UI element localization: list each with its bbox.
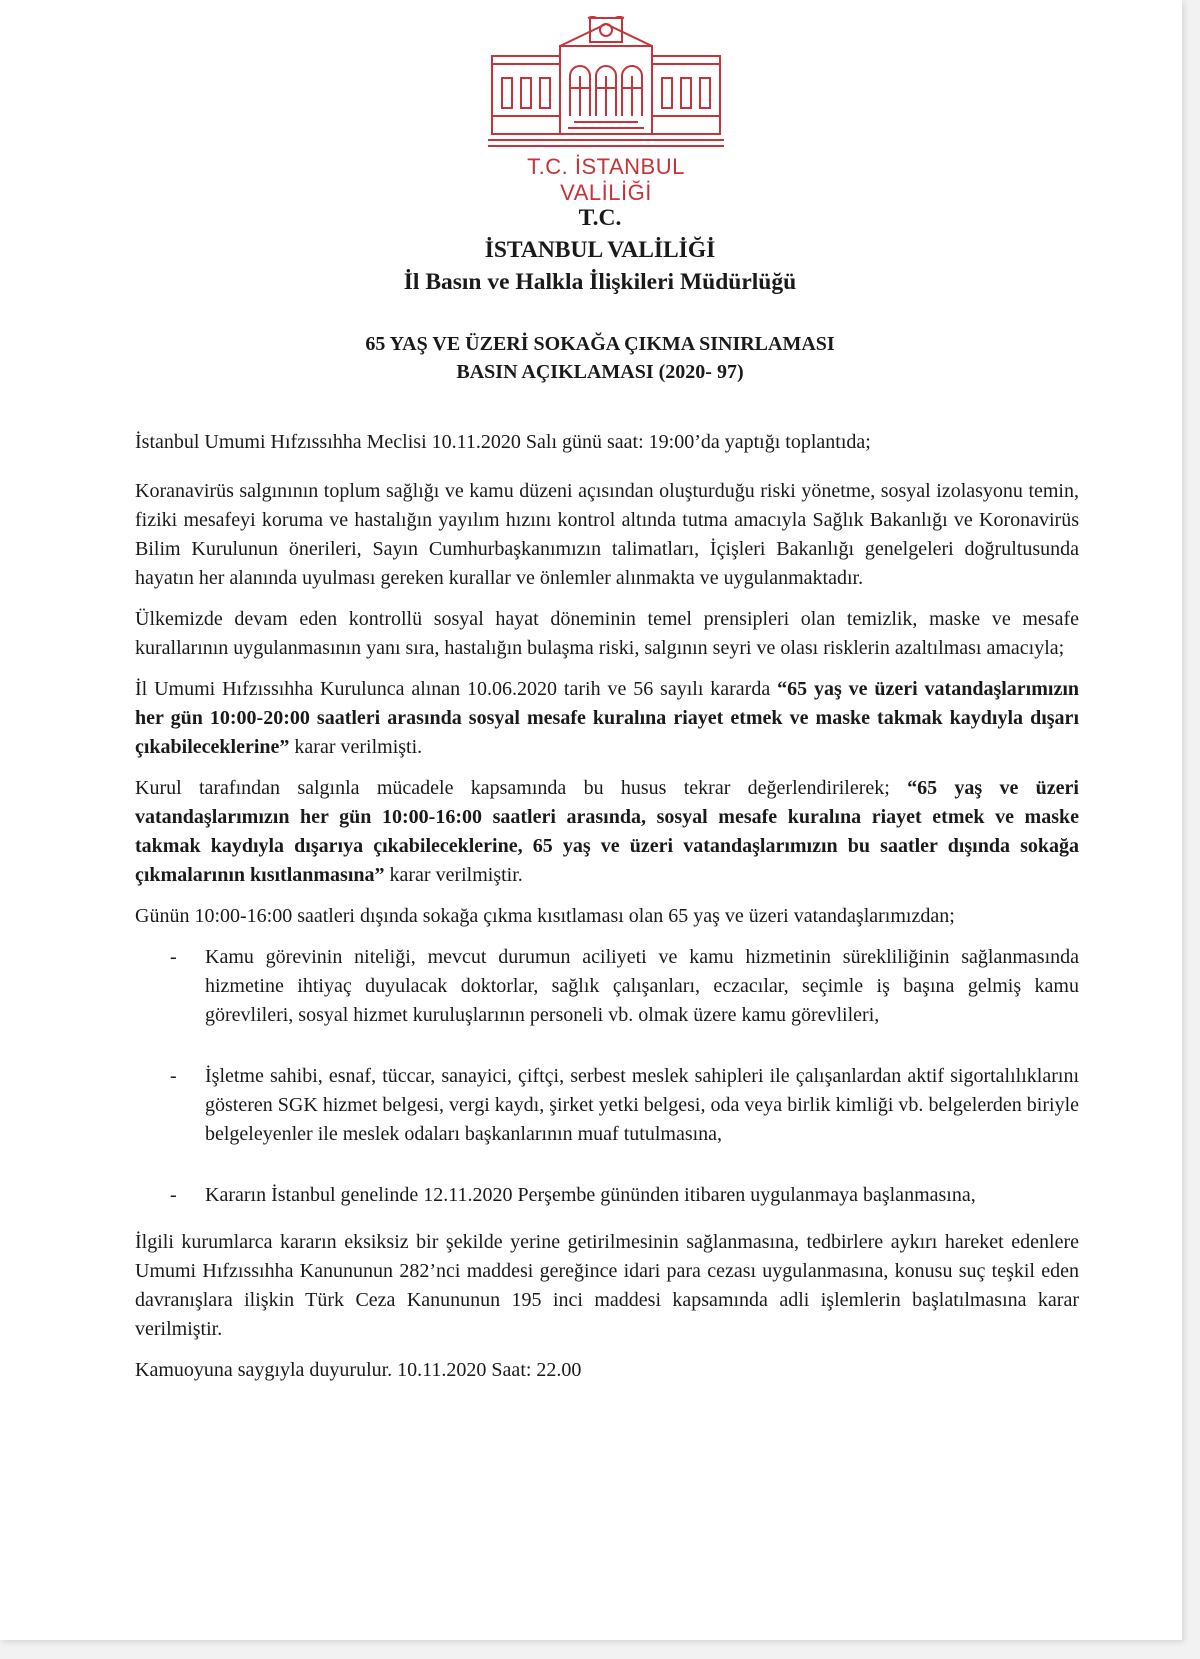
paragraph-3-start: İl Umumi Hıfzıssıhha Kurulunca alınan 10.06.2020 tarih ve 56 sayılı kararda	[135, 678, 778, 700]
exemption-list	[135, 943, 1079, 1210]
list-item-text: Kararın İstanbul genelinde 12.11.2020 Perşembe gününden itibaren uygulanmaya başlanmasına,	[205, 1184, 976, 1206]
document-title	[0, 330, 1200, 386]
list-item	[135, 1181, 1079, 1210]
logo-text: T.C. İSTANBUL VALİLİĞİ	[527, 154, 685, 205]
header-line-3: İl Basın ve Halkla İlişkileri Müdürlüğü	[403, 269, 797, 295]
title-line-2: BASIN AÇIKLAMASI (2020- 97)	[456, 361, 744, 383]
paragraph-3-bold: “65 yaş ve üzeri vatandaşlarımızın her gün 10:00-20:00 saatleri arasında sosyal mesafe kuralına riayet etmek ve maske takmak kaydıyla dışarı çıkabileceklerine”	[135, 678, 1079, 758]
title-line-1: 65 YAŞ VE ÜZERİ SOKAĞA ÇIKMA SINIRLAMASI	[365, 333, 835, 355]
list-item	[135, 1062, 1079, 1149]
governorship-logo	[488, 16, 724, 205]
paragraph-3	[135, 675, 1079, 762]
closing-line: Kamuoyuna saygıyla duyurulur. 10.11.2020 Saat: 22.00	[135, 1359, 582, 1381]
paragraph-3-end: karar verilmişti.	[289, 736, 423, 758]
header-line-2: İSTANBUL VALİLİĞİ	[484, 237, 716, 263]
bullet-marker: -	[170, 946, 177, 968]
paragraph-2: Ülkemizde devam eden kontrollü sosyal hayat döneminin temel prensipleri olan temizlik, maske ve mesafe kurallarının uygulanmasının yanı sıra, hastalığın bulaşma riski, salgının seyri ve olası risklerin azaltılması amacıyla;	[135, 608, 1079, 659]
list-item-text: İşletme sahibi, esnaf, tüccar, sanayici, çiftçi, serbest meslek sahipleri ile çalışanlardan aktif sigortalılıklarını gösteren SGK hizmet belgesi, vergi kaydı, şirket yetki belgesi, oda veya birlik kimliği vb. belgelerden biriyle belgeleyenler ile meslek odaları başkanlarının muaf tutulmasına,	[205, 1065, 1079, 1145]
paragraph-4	[135, 774, 1079, 890]
paragraph-5: Günün 10:00-16:00 saatleri dışında sokağa çıkma kısıtlaması olan 65 yaş ve üzeri vatandaşlarımızdan;	[135, 905, 955, 927]
document-body	[135, 428, 1079, 1397]
intro-paragraph: İstanbul Umumi Hıfzıssıhha Meclisi 10.11.2020 Salı günü saat: 19:00’da yaptığı toplantıda;	[135, 431, 871, 453]
paragraph-4-bold: “65 yaş ve üzeri vatandaşlarımızın her gün 10:00-16:00 saatleri arasında, sosyal mesafe kuralına riayet etmek ve maske takmak kaydıyla dışarıya çıkabileceklerine, 65 yaş ve üzeri vatandaşlarımızın bu saatler dışında sokağa çıkmalarının kısıtlanmasına”	[135, 777, 1079, 886]
header-line-1: T.C.	[578, 205, 622, 231]
document-header	[0, 202, 1200, 298]
governorship-building-icon	[488, 16, 724, 152]
paragraph-4-start: Kurul tarafından salgınla mücadele kapsamında bu husus tekrar değerlendirilerek;	[135, 777, 908, 799]
list-item	[135, 943, 1079, 1030]
bullet-marker: -	[170, 1184, 177, 1206]
list-item-text: Kamu görevinin niteliği, mevcut durumun aciliyeti ve kamu hizmetinin sürekliliğinin sağlanmasında hizmetine ihtiyaç duyulacak doktorlar, sağlık çalışanları, eczacılar, seçimle iş başına gelmiş kamu görevlileri, sosyal hizmet kuruluşlarının personeli vb. olmak üzere kamu görevlileri,	[205, 946, 1079, 1026]
bullet-marker: -	[170, 1065, 177, 1087]
paragraph-6: İlgili kurumlarca kararın eksiksiz bir şekilde yerine getirilmesinin sağlanmasına, tedbirlere aykırı hareket edenlere Umumi Hıfzıssıhha Kanununun 282’nci maddesi gereğince idari para cezası uygulanmasına, konusu suç teşkil eden davranışlara ilişkin Türk Ceza Kanununun 195 inci maddesi kapsamında adli işlemlerin başlatılmasına karar verilmiştir.	[135, 1231, 1079, 1340]
paragraph-4-end: karar verilmiştir.	[384, 864, 523, 886]
paragraph-1: Koranavirüs salgınının toplum sağlığı ve kamu düzeni açısından oluşturduğu riski yönetme, sosyal izolasyonu temin, fiziki mesafeyi koruma ve hastalığın yayılım hızını kontrol altında tutma amacıyla Sağlık Bakanlığı ve Koronavirüs Bilim Kurulunun önerileri, Sayın Cumhurbaşkanımızın talimatları, İçişleri Bakanlığı genelgeleri doğrultusunda hayatın her alanında uyulması gereken kurallar ve önlemler alınmakta ve uygulanmaktadır.	[135, 480, 1079, 589]
